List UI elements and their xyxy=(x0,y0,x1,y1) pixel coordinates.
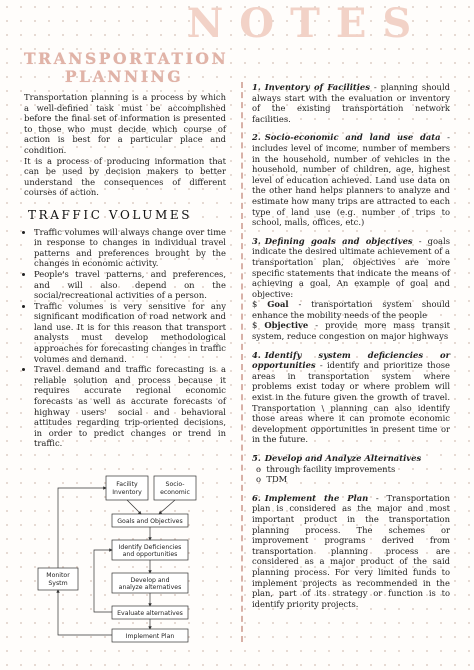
step-5-item-2: o TDM xyxy=(256,474,288,485)
facility-label-1: Facility xyxy=(116,481,138,488)
goal-label: Goal xyxy=(267,299,289,310)
objective-label: Objective xyxy=(264,320,309,331)
step-6-text: - Transportation plan is considered as the major and most important product in the transportation planning process. The schemes or improvement programs derived from transportation planning process are considered as a major product of the said planning process. For very limited funds to implement projects as recommended in the plan, part of its strategy or function is to identify priority projects. xyxy=(252,492,450,609)
step-6-heading: Implement the Plan xyxy=(264,492,369,503)
step-2 xyxy=(252,132,450,227)
step-3-text: - goals indicate the desired ultimate achievement of a transportation plan, objectives are more specific statements that indicate the means of achieving a goal. An example of goal and objective: xyxy=(252,235,450,299)
objective-example: $ Objective - provide more mass transit system, reduce congestion on major highways xyxy=(252,320,450,342)
section-title-line2: PLANNING xyxy=(64,67,184,86)
left-column xyxy=(24,92,226,449)
objective-text: - provide more mass transit system, reduce congestion on major highways xyxy=(252,320,450,342)
step-1-number: 1. xyxy=(252,82,261,92)
step-1-heading: Inventory of Facilities xyxy=(264,82,370,92)
section-title-line1: TRANSPORTATION xyxy=(24,49,229,68)
step-1-text: - planning should always start with the evaluation or inventory of the existing transportation network facilities. xyxy=(252,82,450,124)
planning-process-diagram xyxy=(36,474,226,648)
intro-paragraph-1: Transportation planning is a process by which a well-defined task must be accomplished before the final set of information is presented to those who must decide which course of action is best for a particular place and condition. xyxy=(24,92,226,155)
traffic-bullet-3: • Traffic volumes is very sensitive for any significant modification of road network and land use. It is for this reason that transport analysts must develop methodological approaches for forecasting changes in traffic volumes and demand. xyxy=(34,301,226,365)
right-column xyxy=(252,82,450,617)
step-2-text: - includes level of income, number of members in the household, number of vehicles in the household, number of children, age, highest level of education achieved. Land use data on the other hand helps planners to analyze and estimate how many trips are attracted to each type of land use (e.g. number of trips to school, malls, offices, etc.) xyxy=(252,132,450,228)
step-5-number: 5. xyxy=(252,453,261,463)
goals-label: Goals and Objectives xyxy=(117,518,183,525)
traffic-bullet-4: • Travel demand and traffic forecasting is a reliable solution and process because it requires accurate regional economic forecasts as well as accurate forecasts of highway users' social and behavioral attitudes regarding trip-oriented decisions, in order to predict changes or trend in traffic. xyxy=(34,364,226,449)
step-5-item-1: o through facility improvements xyxy=(256,463,396,474)
evaluate-label: Evaluate alternatives xyxy=(117,610,183,617)
page-title: NOTES xyxy=(186,0,428,47)
step-5-item-2-text: TDM xyxy=(266,474,288,485)
flowchart xyxy=(36,474,226,644)
step-6 xyxy=(252,493,450,610)
step-4 xyxy=(252,350,450,445)
goal-text: - transportation system should enhance the mobility needs of the people xyxy=(252,299,450,320)
step-6-number: 6. xyxy=(252,492,261,503)
step-1 xyxy=(252,82,450,124)
facility-inventory-box xyxy=(106,476,148,500)
traffic-bullet-2: • People's travel patterns, and preferences, and will also depend on the social/recreational activities of a person. xyxy=(34,269,226,301)
socio-economic-box xyxy=(154,476,196,500)
traffic-bullets xyxy=(24,227,226,449)
step-3-heading: Defining goals and objectives xyxy=(264,235,413,246)
step-5-item-1-text: through facility improvements xyxy=(266,463,396,474)
monitor-label-2: Systm xyxy=(48,580,68,587)
step-2-number: 2. xyxy=(252,132,261,143)
develop-label-2: analyze alternatives xyxy=(118,584,182,591)
identify-label-1: Identify Deficiencies xyxy=(118,544,182,551)
identify-label-2: and opportunities xyxy=(122,551,178,558)
facility-label-2: Inventory xyxy=(112,489,142,496)
implement-label: Implement Plan xyxy=(125,633,175,640)
monitor-label-1: Monitor xyxy=(46,572,70,579)
intro-paragraph-2: It is a process of producing information that can be used by decision makers to better understand the consequences of different courses of action. xyxy=(24,155,226,198)
column-divider xyxy=(241,82,243,642)
step-4-text: - identify and prioritize those areas in transportation system where problems exist today or where problem will exist in the future given the growth of travel. Transportation \ planning can also identify those areas where it can promote economic development opportunities in present time or in the future. xyxy=(252,360,450,445)
develop-label-1: Develop and xyxy=(130,577,170,584)
traffic-volumes-heading: TRAFFIC VOLUMES xyxy=(28,207,193,222)
step-5 xyxy=(252,453,450,485)
step-5-heading: Develop and Analyze Alternatives xyxy=(264,453,422,463)
traffic-bullet-1: • Traffic volumes will always change over time in response to changes in individual travel patterns and preferences brought by the changes in economic activity. xyxy=(34,227,226,269)
goal-example: $ Goal - transportation system should enhance the mobility needs of the people xyxy=(252,299,450,320)
step-2-heading: Socio-economic and land use data xyxy=(264,132,441,143)
socio-label-1: Socio- xyxy=(165,481,185,488)
step-3 xyxy=(252,236,450,342)
step-4-number: 4. xyxy=(252,349,261,360)
step-3-number: 3. xyxy=(252,235,261,246)
socio-label-2: economic xyxy=(160,489,190,496)
step-4-heading: Identify system deficiencies or opportunities xyxy=(252,349,450,371)
